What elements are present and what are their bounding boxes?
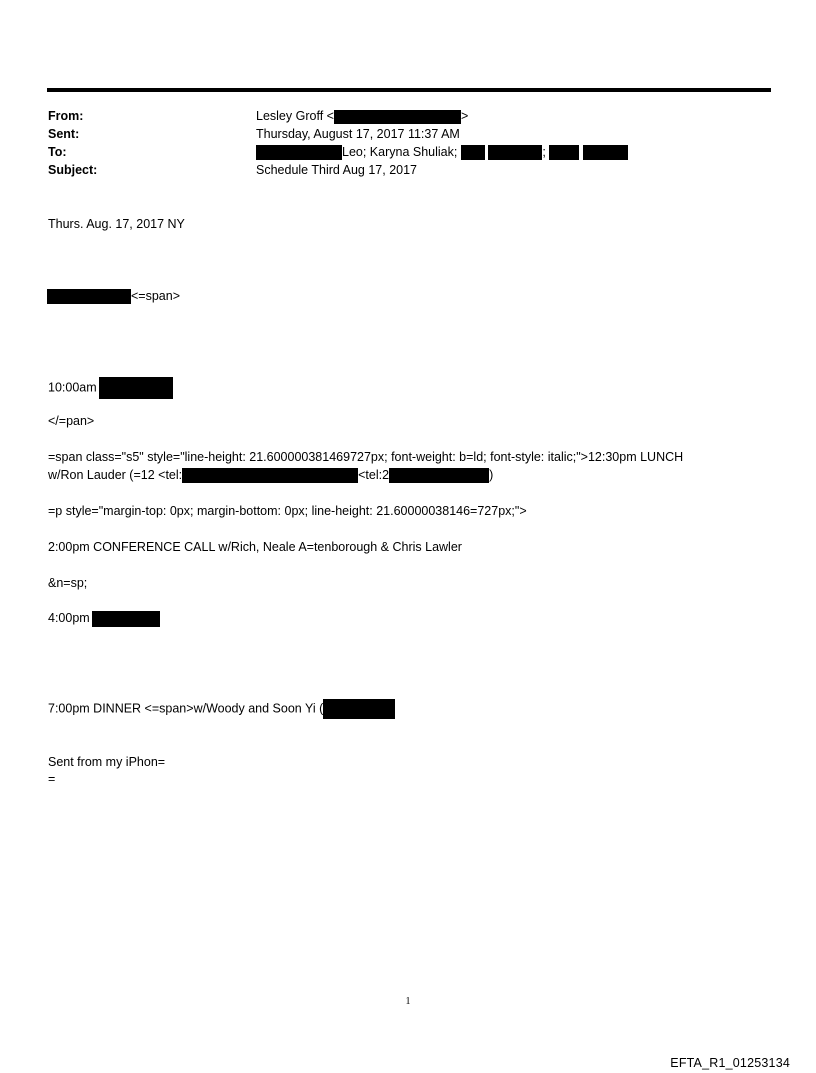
- redaction-block: [256, 145, 342, 160]
- time-400: 4:00pm: [48, 611, 90, 625]
- redaction-block: [389, 468, 489, 483]
- from-label: From:: [48, 109, 84, 123]
- redaction-block: [182, 468, 358, 483]
- trailing-equals: =: [48, 772, 56, 786]
- document-id: EFTA_R1_01253134: [670, 1056, 790, 1070]
- to-label: To:: [48, 145, 67, 159]
- redaction-block: [334, 110, 461, 124]
- lunch-text-a: w/Ron Lauder (=12 <tel:: [48, 468, 183, 482]
- to-names: Leo; Karyna Shuliak;: [342, 145, 458, 159]
- redaction-block: [488, 145, 542, 160]
- close-pan-line: </=pan>: [48, 414, 95, 428]
- redaction-block: [461, 145, 485, 160]
- redaction-block: [549, 145, 579, 160]
- redaction-block: [92, 611, 160, 627]
- to-value: [256, 143, 628, 161]
- p-style-line: =p style="margin-top: 0px; margin-bottom: 0px; line-height: 21.60000038146=727px;">: [48, 504, 527, 518]
- redaction-block: [99, 377, 173, 399]
- sent-value: Thursday, August 17, 2017 11:37 AM: [256, 127, 460, 141]
- conference-call-line: 2:00pm CONFERENCE CALL w/Rich, Neale A=tenborough & Chris Lawler: [48, 540, 462, 554]
- date-line: Thurs. Aug. 17, 2017 NY: [48, 217, 185, 231]
- header-rule: [47, 88, 771, 92]
- time-1000: 10:00am: [48, 380, 97, 395]
- redacted-span-line: [48, 287, 180, 305]
- time-1000-line: [48, 377, 173, 399]
- dinner-text: 7:00pm DINNER <=span>w/Woody and Soon Yi (: [48, 701, 324, 716]
- lunch-text-c: ): [489, 468, 494, 482]
- time-400-line: [48, 609, 160, 627]
- lunch-line-2: [48, 466, 493, 484]
- subject-label: Subject:: [48, 163, 98, 177]
- sent-label: Sent:: [48, 127, 80, 141]
- signature-line: Sent from my iPhon=: [48, 755, 166, 769]
- from-value: [256, 107, 468, 125]
- lunch-line-1: =span class="s5" style="line-height: 21.600000381469727px; font-weight: b=ld; font-style: italic;">12:30pm LUNCH: [48, 450, 684, 464]
- dinner-line: [48, 699, 395, 719]
- from-name: Lesley Groff <: [256, 109, 334, 123]
- span-tail: <=span>: [131, 289, 181, 303]
- to-separator: ;: [542, 145, 546, 159]
- redaction-block: [583, 145, 628, 160]
- nbsp-line: &n=sp;: [48, 576, 88, 590]
- lunch-text-b: <tel:2: [358, 468, 390, 482]
- redaction-block: [323, 699, 395, 719]
- from-close: >: [460, 109, 469, 123]
- page-number: 1: [405, 996, 411, 1007]
- redaction-block: [47, 289, 131, 304]
- subject-value: Schedule Third Aug 17, 2017: [256, 163, 418, 177]
